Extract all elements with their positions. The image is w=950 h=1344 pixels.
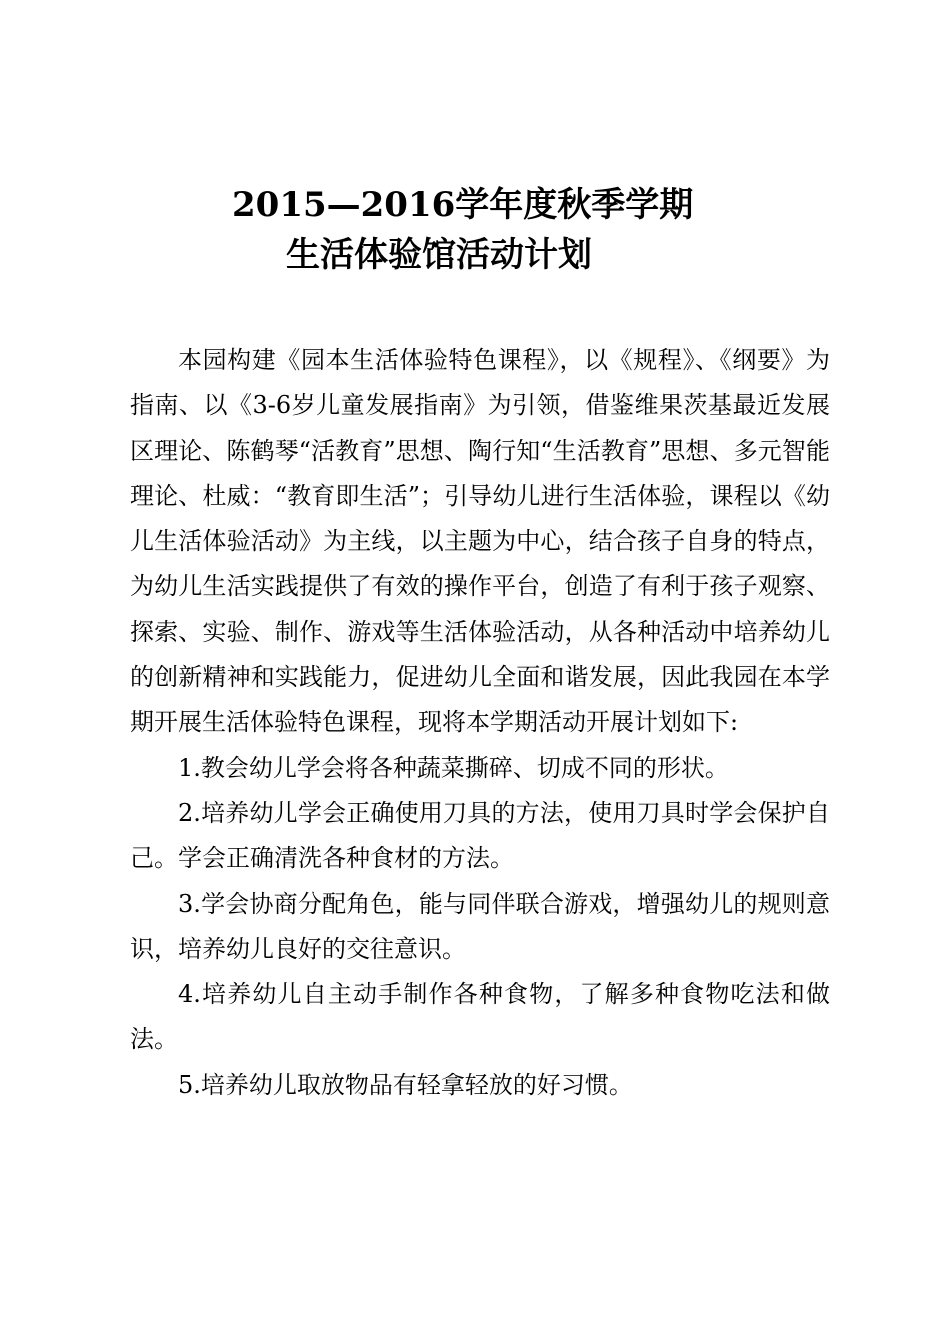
title-line-2: 生活体验馆活动计划	[286, 235, 592, 275]
plan-item-4: 4.培养幼儿自主动手制作各种食物，了解多种食物吃法和做法。	[130, 980, 830, 1054]
document-body	[130, 338, 830, 1108]
intro-paragraph: 本园构建《园本生活体验特色课程》，以《规程》、《纲要》为指南、以《3-6岁儿童发展指南》为引领，借鉴维果茨基最近发展区理论、陈鹤琴“活教育”思想、陶行知“生活教育”思想、多元智能理论、杜威：“教育即生活”；引导幼儿进行生活体验，课程以《幼儿生活体验活动》为主线，以主题为中心，结合孩子自身的特点，为幼儿生活实践提供了有效的操作平台，创造了有利于孩子观察、探索、实验、制作、游戏等生活体验活动，从各种活动中培养幼儿的创新精神和实践能力，促进幼儿全面和谐发展，因此我园在本学期开展生活体验特色课程，现将本学期活动开展计划如下:	[130, 346, 830, 737]
plan-item-1: 1.教会幼儿学会将各种蔬菜撕碎、切成不同的形状。	[178, 753, 729, 782]
title-line-1: 2015—2016学年度秋季学期	[232, 185, 694, 225]
plan-item-3: 3.学会协商分配角色，能与同伴联合游戏，增强幼儿的规则意识，培养幼儿良好的交往意识。	[130, 889, 830, 963]
plan-item-2: 2.培养幼儿学会正确使用刀具的方法，使用刀具时学会保护自己。学会正确清洗各种食材的方法。	[130, 798, 830, 873]
plan-item-5: 5.培养幼儿取放物品有轻拿轻放的好习惯。	[178, 1070, 633, 1099]
document-title	[0, 180, 950, 280]
